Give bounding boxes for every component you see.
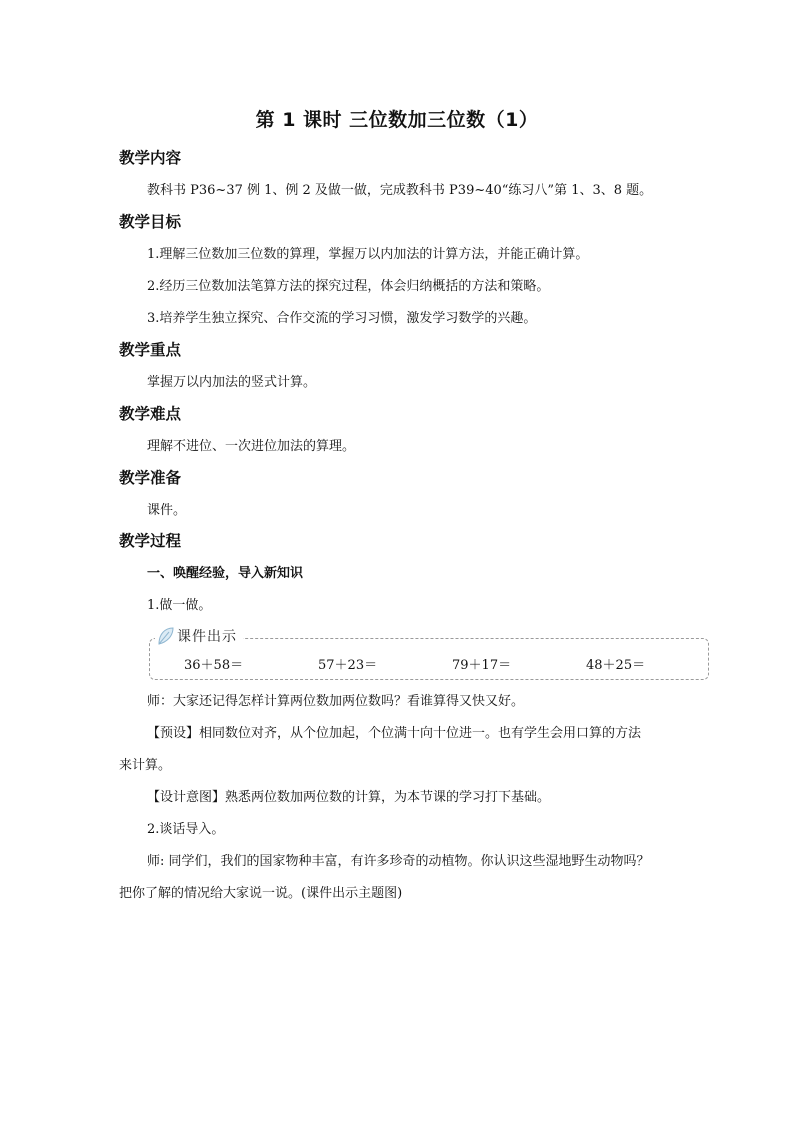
process-step-1: 1.做一做。 <box>147 598 212 613</box>
heading-teaching-content: 教学内容 <box>119 149 182 167</box>
teacher-line-2a: 师: 同学们，我们的国家物种丰富，有许多珍奇的动植物。你认识这些湿地野生动物吗？ <box>147 854 650 869</box>
goal-item-1: 1.理解三位数加三位数的算理，掌握万以内加法的计算方法，并能正确计算。 <box>147 247 589 262</box>
difficulty-text: 理解不进位、一次进位加法的算理。 <box>147 439 356 454</box>
preset-line-2: 来计算。 <box>119 758 172 773</box>
equation-2: 57＋23＝ <box>318 658 378 673</box>
lesson-title: 第 1 课时 三位数加三位数（1） <box>255 109 539 131</box>
preparation-text: 课件。 <box>147 503 187 518</box>
heading-teaching-process: 教学过程 <box>119 532 182 550</box>
teacher-line-2b: 把你了解的情况给大家说一说。(课件出示主题图) <box>119 886 403 901</box>
key-point-text: 掌握万以内加法的竖式计算。 <box>147 375 317 390</box>
heading-difficulty: 教学难点 <box>119 405 182 423</box>
equation-1: 36＋58＝ <box>184 658 244 673</box>
heading-teaching-goals: 教学目标 <box>119 213 182 231</box>
preset-line-1: 【预设】相同数位对齐，从个位加起，个位满十向十位进一。也有学生会用口算的方法 <box>147 726 642 741</box>
process-part-1: 一、唤醒经验，导入新知识 <box>147 566 304 581</box>
equation-3: 79＋17＝ <box>452 658 512 673</box>
courseware-label: 课件出示 <box>177 629 237 645</box>
heading-preparation: 教学准备 <box>119 469 182 487</box>
process-step-2: 2.谈话导入。 <box>147 822 225 837</box>
courseware-label-wrap <box>155 624 243 648</box>
teacher-line-1: 师：大家还记得怎样计算两位数加两位数吗？看谁算得又快又好。 <box>147 694 525 709</box>
leaf-icon <box>157 626 175 646</box>
goal-item-3: 3.培养学生独立探究、合作交流的学习习惯，激发学习数学的兴趣。 <box>147 311 537 326</box>
goal-item-2: 2.经历三位数加法笔算方法的探究过程，体会归纳概括的方法和策略。 <box>147 279 550 294</box>
teaching-content-text: 教科书 P36~37 例 1、例 2 及做一做，完成教科书 P39~40“练习八”第 1、3、8 题。 <box>147 183 653 198</box>
equation-4: 48＋25＝ <box>586 658 646 673</box>
heading-key-point: 教学重点 <box>119 341 182 359</box>
design-intent: 【设计意图】熟悉两位数加两位数的计算，为本节课的学习打下基础。 <box>147 790 551 805</box>
